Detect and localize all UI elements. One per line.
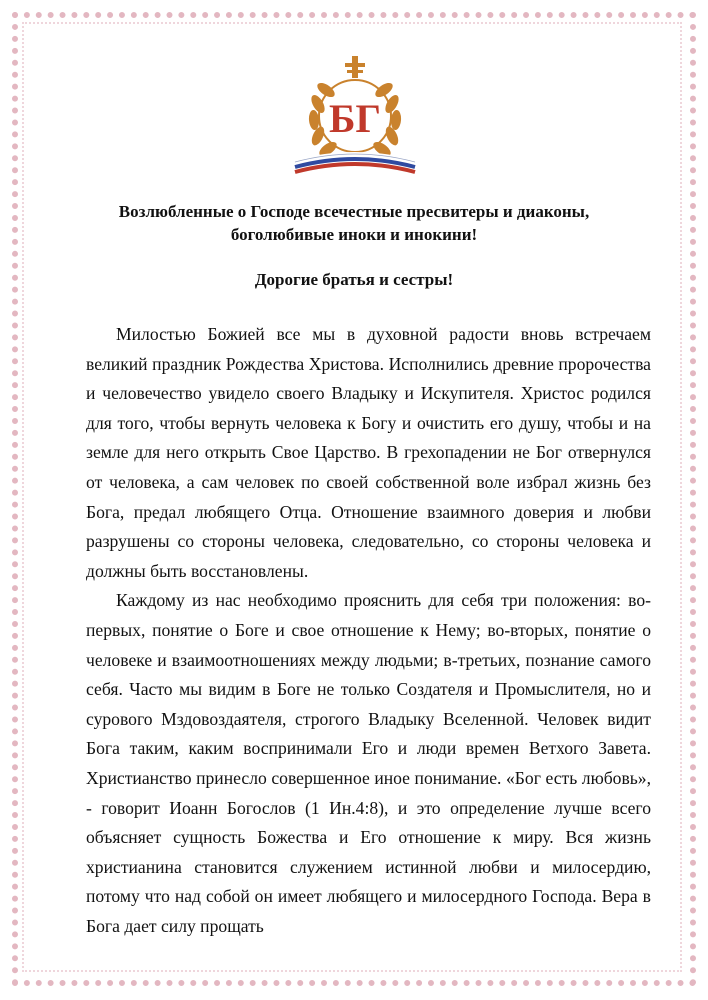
greeting-line-1: Возлюбленные о Господе всечестные пресвитеры и диаконы, bbox=[118, 202, 590, 221]
greeting-heading bbox=[40, 200, 668, 246]
monogram-text: БГ bbox=[329, 96, 381, 141]
paragraph-1: Милостью Божией все мы в духовной радости вновь встречаем великий праздник Рождества Христова. Исполнились древние пророчества и человечество увидело своего Владыку и Искупителя. Христос родился для того, чтобы вернуть человека к Богу и очистить его душу, чтобы и на земле для него открыть Свое Царство. В грехопадении не Бог отвернулся от человека, а сам человек по своей собственной воле избрал жизнь без Бога, предал любящего Отца. Отношение взаимного доверия и любви разрушены со стороны человека, следовательно, со стороны человека и должны быть восстановлены. bbox=[86, 324, 651, 581]
letter-body bbox=[86, 320, 651, 941]
salutation-heading: Дорогие братья и сестры! bbox=[254, 270, 454, 289]
church-emblem-logo bbox=[290, 54, 420, 184]
cross-icon bbox=[345, 56, 365, 78]
greeting-line-2: боголюбивые иноки и инокини! bbox=[230, 225, 478, 244]
paragraph-2: Каждому из нас необходимо прояснить для себя три положения: во-первых, понятие о Боге и свое отношение к Нему; во-вторых, понятие о человеке и взаимоотношениях между людьми; в-третьих, познание самого себя. Часто мы видим в Боге не только Создателя и Промыслителя, но и сурового Мздовоздаятеля, строгого Владыку Вселенной. Человек видит Бога таким, каким воспринимали Его и люди времен Ветхого Завета. Христианство принесло совершенное иное понимание. «Бог есть любовь», - говорит Иоанн Богослов (1 Ин.4:8), и это определение лучше всего объясняет сущность Божества и Его отношение к миру. Вся жизнь христианина становится служением истинной любви и милосердию, потому что над собой он имеет любящего и милосердного Господа. Вера в Бога дает силу прощать bbox=[86, 590, 651, 936]
